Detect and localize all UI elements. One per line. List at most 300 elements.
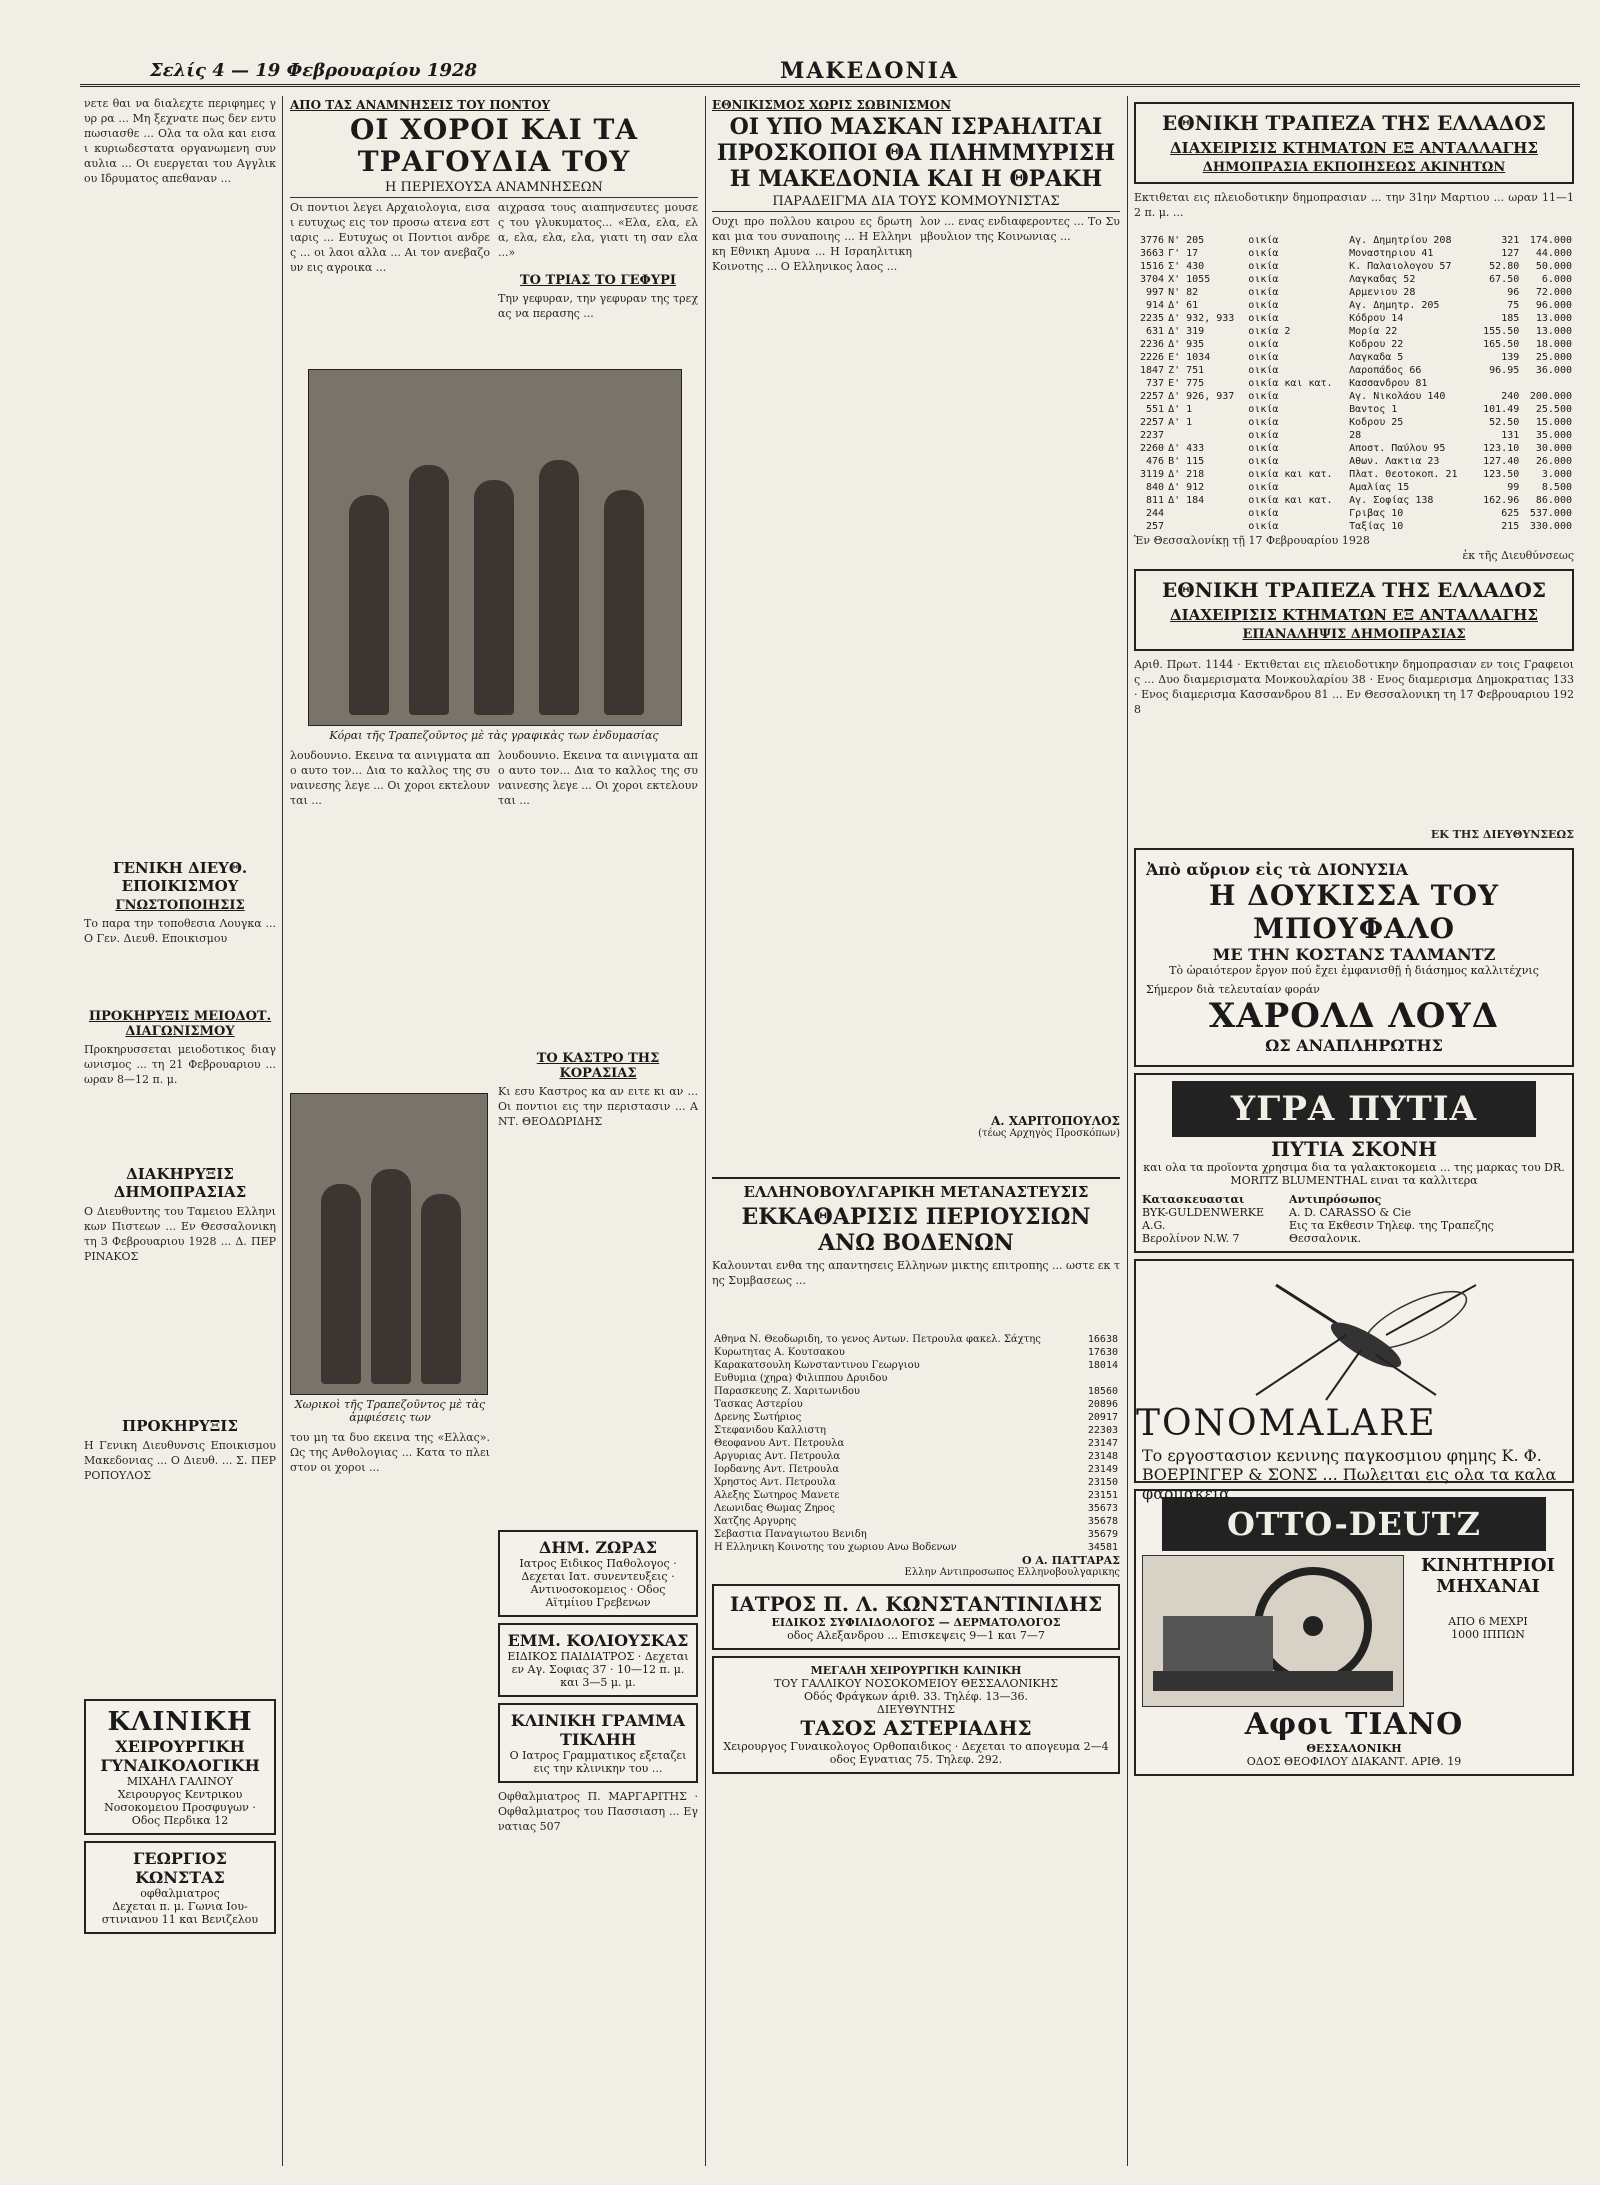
table-cell: Λαγκαδα 5 — [1349, 352, 1404, 363]
mosquito-illustration — [1136, 1265, 1572, 1405]
debtor-file: 20917 — [1087, 1412, 1118, 1423]
doctor-specialty: ΕΙΔΙΚΟΣ ΣΥΦΙΛΙΔΟΛΟΓΟΣ — ΔΕΡΜΑΤΟΛΟΓΟΣ — [771, 1616, 1061, 1629]
debtor-file: 23150 — [1087, 1477, 1118, 1488]
table-cell: 6.000 — [1541, 274, 1572, 285]
table-cell: 96.95 — [1489, 365, 1520, 376]
article-kicker: ΕΘΝΙΚΙΣΜΟΣ ΧΩΡΙΣ ΣΩΒΙΝΙΣΜΟΝ — [712, 98, 952, 112]
table-cell — [1166, 520, 1246, 533]
koliouskas-ad — [498, 1623, 698, 1697]
debtor-file: 34581 — [1087, 1542, 1118, 1553]
table-cell — [1521, 377, 1574, 390]
table-cell: οικία — [1248, 391, 1279, 402]
table-cell: Αγ. Σοφίας 138 — [1349, 495, 1434, 506]
deutz-ad — [1134, 1489, 1574, 1776]
lab-title: ΚΛΙΝΙΚΗ ΓΡΑΜΜΑ ΤΙΚΛΗΗ — [510, 1711, 686, 1749]
bank-notice-2 — [1134, 569, 1574, 651]
table-row — [712, 1528, 1120, 1541]
debtor-name: Ευθυμια (χηρα) Φιλιππου Δρυιδου — [714, 1373, 888, 1384]
table-cell: Δ' 433 — [1168, 443, 1205, 454]
table-cell: 2226 — [1139, 352, 1165, 363]
debtor-file: 22303 — [1087, 1425, 1118, 1436]
table-cell: Κοδρου 25 — [1349, 417, 1404, 428]
table-cell: Δ' 184 — [1168, 495, 1205, 506]
column-4 — [1134, 96, 1578, 2166]
table-cell: 2236 — [1139, 339, 1165, 350]
table-cell: Αγ. Δημητρ. 205 — [1349, 300, 1440, 311]
table-row — [1134, 364, 1574, 377]
table-cell: 257 — [1146, 521, 1165, 532]
table-row — [712, 1424, 1120, 1437]
table-row — [712, 1359, 1120, 1372]
clinic-title: ΚΛΙΝΙΚΗ — [107, 1707, 253, 1737]
table-cell: Ζ' 751 — [1168, 365, 1205, 376]
engine-icon — [1143, 1556, 1403, 1706]
table-cell: Ε' 775 — [1168, 378, 1205, 389]
article-headline: ΟΙ ΥΠΟ ΜΑΣΚΑΝ ΙΣΡΑΗΛΙΤΑΙ ΠΡΟΣΚΟΠΟΙ ΘΑ ΠΛΗΜΜΥΡΙΣΗ Η ΜΑΚΕΔΟΝΙΑ ΚΑΙ Η ΘΡΑΚΗ — [716, 114, 1116, 192]
debtor-file: 18560 — [1087, 1386, 1118, 1397]
debtor-file — [1082, 1372, 1120, 1385]
table-cell: 2260 — [1139, 443, 1165, 454]
table-row — [1134, 468, 1574, 481]
doctor-address: οδος Αλεξανδρου ... Επισκεψεις 9—1 και 7—7 — [787, 1629, 1045, 1642]
table-cell: 200.000 — [1529, 391, 1572, 402]
table-row — [712, 1489, 1120, 1502]
table-cell: 811 — [1146, 495, 1165, 506]
table-row — [1134, 247, 1574, 260]
table-cell: 3663 — [1139, 248, 1165, 259]
table-cell: 99 — [1507, 482, 1520, 493]
table-cell: Χ' 1055 — [1168, 274, 1211, 285]
pytia-ad — [1134, 1073, 1574, 1253]
table-row — [1134, 429, 1574, 442]
article-text: Την γεφυραν, την γεφυραν της τρεχας να περασης ... — [498, 292, 698, 320]
clinic-description: Χειρουργος Γυναικολογος Ορθοπαιδικος · Δεχεται το απογευμα 2—4 οδος Εγνατιας 75. Τηλεφ. 292. — [723, 1740, 1109, 1766]
debtor-file: 35679 — [1087, 1529, 1118, 1540]
liquidation-table — [712, 1333, 1120, 1554]
table-cell: 155.50 — [1483, 326, 1520, 337]
table-cell: 244 — [1146, 508, 1165, 519]
table-cell: Αρμενιου 28 — [1349, 287, 1416, 298]
debtor-file: 23149 — [1087, 1464, 1118, 1475]
debtor-name: Λεωνιδας Θωμας Ζηρος — [714, 1503, 835, 1514]
table-cell: οικία — [1248, 508, 1279, 519]
table-cell: Δ' 935 — [1168, 339, 1205, 350]
table-cell: Σ' 430 — [1168, 261, 1205, 272]
table-cell: Ν' 205 — [1168, 235, 1205, 246]
engine-label: ΚΙΝΗΤΗΡΙΟΙ ΜΗΧΑΝΑΙ — [1421, 1555, 1555, 1597]
table-cell: οικία — [1248, 261, 1279, 272]
article-text: λουδουνιο. Εκεινα τα αινιγματα απο αυτο τον... Δια το καλλος της συναινεσης λεγε ... Οι χοροι εκτελουνται ... — [290, 749, 490, 807]
bank-subtitle-2: ΔΗΜΟΠΡΑΣΙΑ ΕΚΠΟΙΗΣΕΩΣ ΑΚΙΝΗΤΩΝ — [1202, 160, 1506, 175]
table-cell: 1516 — [1139, 261, 1165, 272]
pytia-subtitle: ΠΥΤΙΑ ΣΚΟΝΗ — [1270, 1137, 1437, 1161]
table-cell: Ν' 82 — [1168, 287, 1199, 298]
article-subhead: Η ΠΕΡΙΕΧΟΥΣΑ ΑΝΑΜΝΗΣΕΩΝ — [290, 180, 698, 198]
table-cell: 330.000 — [1529, 521, 1572, 532]
clinic-director-label: ΔΙΕΥΘΥΝΤΗΣ — [876, 1703, 956, 1716]
table-cell: 215 — [1501, 521, 1520, 532]
column-3 — [712, 96, 1120, 2166]
debtor-file: 16638 — [1087, 1334, 1118, 1345]
table-row — [1134, 286, 1574, 299]
table-row — [712, 1515, 1120, 1528]
table-cell: Δ' 932, 933 — [1168, 313, 1235, 324]
table-cell: Αμαλίας 15 — [1349, 482, 1410, 493]
table-cell: 15.000 — [1535, 417, 1572, 428]
actor-role: ΩΣ ΑΝΑΠΛΗΡΩΤΗΣ — [1265, 1036, 1443, 1055]
article-signature-title: (τέως Αρχηγὸς Προσκόπων) — [978, 1128, 1120, 1139]
table-cell: 914 — [1146, 300, 1165, 311]
table-cell: 2237 — [1139, 430, 1165, 441]
table-cell: Δ' 912 — [1168, 482, 1205, 493]
table-cell: οικία — [1248, 404, 1279, 415]
margariti-ad: Οφθαλμιατρος Π. ΜΑΡΓΑΡΙΤΗΣ · Οφθαλμιατρος του Πασσιαση ... Εγνατιας 507 — [498, 1790, 702, 1833]
clinic-subtitle: ΧΕΙΡΟΥΡΓΙΚΗ ΓΥΝΑΙΚΟΛΟΓΙΚΗ — [100, 1737, 260, 1775]
lab-ad — [498, 1703, 698, 1783]
table-row — [1134, 312, 1574, 325]
table-cell: Αθων. Λακτια 23 — [1349, 456, 1440, 467]
table-cell: Βαντος 1 — [1349, 404, 1398, 415]
table-cell: Κασσανδρου 81 — [1349, 378, 1428, 389]
table-cell: 131 — [1501, 430, 1520, 441]
debtor-name: Αργυριας Αντ. Πετρουλα — [714, 1451, 841, 1462]
table-cell: Λαγκαδας 52 — [1349, 274, 1416, 285]
table-cell — [1475, 377, 1521, 390]
table-row — [1134, 299, 1574, 312]
auction-text: Ο Διευθυντης του Ταμειου Ελληνικων Πιστεων ... Εν Θεσσαλονικη τη 3 Φεβρουαριου 1928 ... Δ. ΠΕΡΡΙΝΑΚΟΣ — [84, 1205, 280, 1263]
table-row — [1134, 403, 1574, 416]
engine-range-2: 1000 ΙΠΠΩΝ — [1451, 1628, 1525, 1641]
article-text: Κι εσυ Καστρος κα αν ειτε κι αν ... Οι ποντιοι εις την περιστασιν ... ΑΝΤ. ΘΕΟΔΩΡΙΔΗΣ — [498, 1085, 702, 1128]
newspaper-title: ΜΑΚΕΔΟΝΙΑ — [780, 58, 960, 84]
koliouskas-text: ΕΙΔΙΚΟΣ ΠΑΙΔΙΑΤΡΟΣ · Δεχεται εν Αγ. Σοφιας 37 · 10—12 π. μ. και 3—5 μ. μ. — [507, 1650, 689, 1689]
debtor-name: Τασκας Αστερίου — [714, 1399, 803, 1410]
debtor-name: Στεφανιδου Καλλιστη — [714, 1425, 827, 1436]
maker-label: Κατασκευασται — [1142, 1193, 1245, 1206]
maker-name: BYK-GULDENWERKE A.G. — [1142, 1206, 1264, 1232]
koliouskas-title: ΕΜΜ. ΚΟΛΙΟΥΣΚΑΣ — [507, 1631, 689, 1650]
table-cell: οικία — [1248, 248, 1279, 259]
debtor-file: 23147 — [1087, 1438, 1118, 1449]
article-text: αιχρασα τους αιαπηνσευτες μουσες του γλυκυματος... «Ελα, ελα, ελα, ελα, ελα, ελα, γιατι τη σαν ελα ...» — [498, 201, 702, 259]
table-cell: Δ' 926, 937 — [1168, 391, 1235, 402]
page-date: Σελίς 4 — 19 Φεβρουαρίου 1928 — [150, 60, 478, 81]
table-row — [712, 1346, 1120, 1359]
bank-from: ΕΚ ΤΗΣ ΔΙΕΥΘΥΝΣΕΩΣ — [1430, 828, 1574, 841]
table-cell: Δ' 1 — [1168, 404, 1193, 415]
table-cell — [1166, 507, 1246, 520]
table-cell: 551 — [1146, 404, 1165, 415]
table-cell: οικία — [1248, 235, 1279, 246]
table-cell: Αποστ. Παύλου 95 — [1349, 443, 1446, 454]
table-cell: 1847 — [1139, 365, 1165, 376]
table-cell: Β' 115 — [1168, 456, 1205, 467]
column-2 — [290, 96, 702, 2166]
table-cell: 2257 — [1139, 391, 1165, 402]
table-cell: 3704 — [1139, 274, 1165, 285]
film-description: Τὸ ὡραιότερον ἔργον πού ἔχει ἐμφανισθῇ ἡ διάσημος καλλιτέχνις — [1169, 964, 1539, 977]
table-cell: 3119 — [1139, 469, 1165, 480]
column-rule — [705, 96, 706, 2166]
section-title: ΤΟ ΤΡΙΑΣ ΤΟ ΓΕΦΥΡΙ — [520, 273, 676, 288]
tender-title: ΠΡΟΚΗΡΥΞΙΣ ΜΕΙΟΔΟΤ. ΔΙΑΓΩΝΙΣΜΟΥ — [88, 1009, 272, 1039]
table-row — [1134, 260, 1574, 273]
table-cell: 86.000 — [1535, 495, 1572, 506]
table-cell: Κ. Παλαιολογου 57 — [1349, 261, 1452, 272]
table-cell: 737 — [1146, 378, 1165, 389]
debtor-name: Δρενης Σωτήριος — [714, 1412, 802, 1423]
photo-caption: Χωρικοὶ τῆς Τραπεζοῦντος μὲ τὰς ἀμφιέσεις των — [294, 1398, 486, 1424]
rep-label: Αντιπρόσωπος — [1289, 1193, 1382, 1206]
table-cell: 96.000 — [1535, 300, 1572, 311]
section-text: Καλουνται ενθα της απαντησεις Ελληνων μικτης επιτροπης ... ωστε εκ της Συμβασεως ... — [712, 1259, 1120, 1287]
table-cell: 2235 — [1139, 313, 1165, 324]
notice-subtitle: ΓΝΩΣΤΟΠΟΙΗΣΙΣ — [115, 898, 245, 913]
bank-subtitle: ΔΙΑΧΕΙΡΙΣΙΣ ΚΤΗΜΑΤΩΝ ΕΞ ΑΝΤΑΛΛΑΓΗΣ — [1170, 606, 1538, 624]
table-cell: οικία — [1248, 300, 1279, 311]
debtor-name: Αθηνα Ν. Θεοδωριδη, το γενος Αντων. Πετρουλα φακελ. Σάχτης — [714, 1334, 1041, 1345]
clinic-address: Οδός Φράγκων άριθ. 33. Τηλέφ. 13—36. — [803, 1690, 1029, 1703]
table-cell: 127 — [1501, 248, 1520, 259]
table-cell: 44.000 — [1535, 248, 1572, 259]
table-cell: 123.10 — [1483, 443, 1520, 454]
table-cell: Ε' 1034 — [1168, 352, 1211, 363]
deutz-banner — [1162, 1497, 1546, 1551]
bank-title: ΕΘΝΙΚΗ ΤΡΑΠΕΖΑ ΤΗΣ ΕΛΛΑΔΟΣ — [1162, 111, 1546, 135]
table-cell: οικία — [1248, 274, 1279, 285]
table-cell: οικία — [1248, 430, 1279, 441]
dealer-address: ΟΔΟΣ ΘΕΟΦΙΛΟΥ ΔΙΑΚΑΝΤ. ΑΡΙΘ. 19 — [1246, 1755, 1462, 1768]
table-row — [712, 1385, 1120, 1398]
debtor-file: 23151 — [1087, 1490, 1118, 1501]
clinic-subtitle: ΤΟΥ ΓΑΛΛΙΚΟΥ ΝΟΣΟΚΟΜΕΙΟΥ ΘΕΣΣΑΛΟΝΙΚΗΣ — [773, 1677, 1059, 1690]
clinic-ad — [84, 1699, 276, 1835]
debtor-name: Αλεξης Σωτηρος Μανετε — [714, 1490, 840, 1501]
table-cell: 321 — [1501, 235, 1520, 246]
table-cell: 537.000 — [1529, 508, 1572, 519]
table-cell: οικία και κατ. — [1248, 378, 1333, 389]
zoras-text: Ιατρος Ειδικος Παθολογος · Δεχεται Ιατ. συνεντευξεις · Αντινοσοκομειος · Οδος Αϊτμίιου Γρεβενων — [519, 1557, 677, 1609]
debtor-name: Παρασκευης Ζ. Χαριτωνιδου — [714, 1386, 860, 1397]
table-row — [712, 1372, 1120, 1385]
table-cell: 30.000 — [1535, 443, 1572, 454]
pytia-text: και ολα τα προϊοντα χρησιμα δια τα γαλακτοκομεια ... της μαρκας του DR. MORITZ BLUMENTHAL ειναι τα καλλιτερα — [1143, 1161, 1565, 1187]
article-kicker: ΑΠΟ ΤΑΣ ΑΝΑΜΝΗΣΕΙΣ ΤΟΥ ΠΟΝΤΟΥ — [290, 98, 551, 112]
table-cell: 13.000 — [1535, 326, 1572, 337]
table-cell: Δ' 218 — [1168, 469, 1205, 480]
table-cell: Μορία 22 — [1349, 326, 1398, 337]
table-row — [712, 1476, 1120, 1489]
notice-text: Το παρα την τοποθεσια Λουγκα ... Ο Γεν. Διευθ. Εποικισμου — [84, 917, 280, 945]
asteriadis-ad — [712, 1656, 1120, 1774]
table-cell: 997 — [1146, 287, 1165, 298]
cinema-tonight: Σήμερον διὰ τελευταίαν φοράν — [1146, 983, 1320, 996]
table-cell — [1166, 429, 1246, 442]
table-cell: Γ' 17 — [1168, 248, 1199, 259]
debtor-name: Ιορδανης Αντ. Πετρουλα — [714, 1464, 840, 1475]
table-cell: οικία και κατ. — [1248, 495, 1333, 506]
table-cell: Πλατ. Θεοτοκοπ. 21 — [1349, 469, 1458, 480]
debtor-name: Κυρωτητας Α. Κουτσακου — [714, 1347, 845, 1358]
table-cell: 2257 — [1139, 417, 1165, 428]
zoras-ad — [498, 1530, 698, 1617]
table-cell: 96 — [1507, 287, 1520, 298]
table-cell: οικία — [1248, 456, 1279, 467]
table-row — [712, 1333, 1120, 1346]
table-row — [712, 1502, 1120, 1515]
table-row — [1134, 520, 1574, 533]
table-cell: 75 — [1507, 300, 1520, 311]
auction-title: ΔΙΑΚΗΡΥΞΙΣ ΔΗΜΟΠΡΑΣΙΑΣ — [113, 1165, 247, 1201]
table-cell: οικία — [1248, 313, 1279, 324]
table-cell: 625 — [1501, 508, 1520, 519]
table-cell: οικία — [1248, 521, 1279, 532]
table-cell: οικία — [1248, 339, 1279, 350]
tonomalare-ad — [1134, 1259, 1574, 1503]
pytia-banner — [1172, 1081, 1536, 1137]
debtor-name: Χρηστος Αντ. Πετρουλα — [714, 1477, 836, 1488]
column-rule — [282, 96, 283, 2166]
table-row — [1134, 273, 1574, 286]
debtor-file: 35673 — [1087, 1503, 1118, 1514]
notice-title: ΓΕΝΙΚΗ ΔΙΕΥΘ. ΕΠΟΙΚΙΣΜΟΥ — [112, 859, 248, 895]
table-row — [712, 1463, 1120, 1476]
debtor-file: 35678 — [1087, 1516, 1118, 1527]
article-text: λουδουνιο. Εκεινα τα αινιγματα απο αυτο τον... Δια το καλλος της συναινεσης λεγε ... Οι χοροι εκτελουνται ... — [498, 749, 698, 807]
zoras-title: ΔΗΜ. ΖΩΡΑΣ — [538, 1538, 658, 1557]
bank-title: ΕΘΝΙΚΗ ΤΡΑΠΕΖΑ ΤΗΣ ΕΛΛΑΔΟΣ — [1162, 578, 1546, 602]
photo-caption: Κόραι τῆς Τραπεζοῦντος μὲ τὰς γραφικὰς των ἐνδυμασίας — [329, 729, 659, 742]
dealer-name: Αφοι ΤΙΑΝΟ — [1244, 1707, 1464, 1742]
maker-city: Βερολίνον N.W. 7 — [1142, 1232, 1240, 1245]
table-cell: Δ' 319 — [1168, 326, 1205, 337]
cinema-ad — [1134, 848, 1574, 1067]
table-cell: Δ' 61 — [1168, 300, 1199, 311]
table-cell: 28 — [1349, 430, 1362, 441]
table-cell: 101.49 — [1483, 404, 1520, 415]
table-cell: Γριβας 10 — [1349, 508, 1404, 519]
table-cell: Μοναστηριου 41 — [1349, 248, 1434, 259]
table-cell: Α' 1 — [1168, 417, 1193, 428]
table-cell: 25.000 — [1535, 352, 1572, 363]
table-cell: 127.40 — [1483, 456, 1520, 467]
engine-illustration — [1142, 1555, 1404, 1707]
table-cell: 631 — [1146, 326, 1165, 337]
table-cell: οικία 2 — [1248, 326, 1291, 337]
table-row — [1134, 455, 1574, 468]
table-cell: 35.000 — [1535, 430, 1572, 441]
table-cell: 50.000 — [1535, 261, 1572, 272]
engine-range: ΑΠΟ 6 ΜΕΧΡΙ — [1448, 1615, 1528, 1628]
table-row — [712, 1541, 1120, 1554]
article-text: Οι ποντιοι λεγει Αρχαιολογια, εισαι ευτυχως εις τον προσω ατενα εστιαρις ... Ευτυχως οι Ποντιοι ανδρες ... οι λαοι αλλα ... Αι τον ανεβαζουν εις αγροικα ... — [290, 201, 490, 274]
table-cell: 185 — [1501, 313, 1520, 324]
masthead — [80, 58, 1580, 87]
debtor-name: Σεβαστια Παναγιωτου Βενιδη — [714, 1529, 867, 1540]
konstas-subtitle: οφθαλμιατρος — [140, 1887, 220, 1900]
film-title: Η ΔΟΥΚΙΣΣΑ ΤΟΥ ΜΠΟΥΦΑΛΟ — [1208, 879, 1500, 945]
table-row — [1134, 234, 1574, 247]
debtor-file: 23148 — [1087, 1451, 1118, 1462]
table-cell: 36.000 — [1535, 365, 1572, 376]
table-cell: 8.500 — [1541, 482, 1572, 493]
table-row — [1134, 325, 1574, 338]
bank-date: Ἐν Θεσσαλονίκῃ τῇ 17 Φεβρουαρίου 1928 — [1134, 534, 1370, 547]
tonomalare-text: Το εργοστασιον κενινης παγκοσμιου φημης Κ. Φ. ΒΟΕΡΙΝΓΕΡ & ΣΟΝΣ ... Πωλειται εις ολα τα καλα φαρμακεια — [1142, 1446, 1557, 1503]
table-row — [1134, 507, 1574, 520]
pontic-villagers-photo — [290, 1093, 488, 1395]
table-cell: 18.000 — [1535, 339, 1572, 350]
pytia-title: ΥΓΡΑ ΠΥΤΙΑ — [1230, 1089, 1478, 1129]
debtor-name: Χατζης Αργυρης — [714, 1516, 797, 1527]
article-headline: ΟΙ ΧΟΡΟΙ ΚΑΙ ΤΑ ΤΡΑΓΟΥΔΙΑ ΤΟΥ — [349, 113, 639, 178]
table-row — [1134, 390, 1574, 403]
table-row — [1134, 442, 1574, 455]
table-row — [712, 1411, 1120, 1424]
table-cell: Λαροπάδος 66 — [1349, 365, 1422, 376]
clinic-director-name: ΤΑΣΟΣ ΑΣΤΕΡΙΑΔΗΣ — [800, 1716, 1032, 1740]
debtor-file: 17630 — [1087, 1347, 1118, 1358]
table-cell: οικία — [1248, 443, 1279, 454]
table-cell: 840 — [1146, 482, 1165, 493]
section-title: ΤΟ ΚΑΣΤΡΟ ΤΗΣ ΚΟΡΑΣΙΑΣ — [536, 1051, 660, 1081]
table-cell: 52.80 — [1489, 261, 1520, 272]
table-cell: οικία — [1248, 352, 1279, 363]
table-signature-title: Ελλην Αντιπροσωπος Ελληνοβουλγαρικης — [904, 1567, 1120, 1578]
bank-text: Αριθ. Πρωτ. 1144 · Εκτιθεται εις πλειοδοτικην δημοπρασιαν εν τοις Γραφειοις ... Δυο διαμερισματα Μονκουλαρίου 38 · Ενος διαμερισμα Δημοκρατιας 133 · Ενος διαμερισμα Κασσανδρου 81 ... Εν Θεσσαλονικη τη 17 Φεβρουαριου 1928 — [1134, 658, 1578, 716]
konstas-ad — [84, 1841, 276, 1934]
table-cell: 3776 — [1139, 235, 1165, 246]
konstantinidis-ad — [712, 1584, 1120, 1650]
section-headline: ΕΚΚΑΘΑΡΙΣΙΣ ΠΕΡΙΟΥΣΙΩΝ ΑΝΩ ΒΟΔΕΝΩΝ — [741, 1204, 1091, 1256]
article-text: του μη τα δυο εκεινα της «Ελλας». Ως της Ανθολογιας ... Κατα το πλειστον οι χοροι ... — [290, 1431, 494, 1474]
table-cell: οικία — [1248, 365, 1279, 376]
debtor-file: 20896 — [1087, 1399, 1118, 1410]
bank-from: ἐκ τῆς Διευθύνσεως — [1462, 549, 1574, 562]
table-cell: Κοδρου 22 — [1349, 339, 1404, 350]
debtor-name: Καρακατσουλη Κωνσταντινου Γεωργιου — [714, 1360, 920, 1371]
table-cell: 26.000 — [1535, 456, 1572, 467]
lab-text: Ο Ιατρος Γραμματικος εξεταζει εις την κλινικην του ... — [509, 1749, 687, 1775]
table-cell: οικία — [1248, 287, 1279, 298]
table-cell: 52.50 — [1489, 417, 1520, 428]
table-cell: Ταξίας 10 — [1349, 521, 1404, 532]
table-cell: 165.50 — [1483, 339, 1520, 350]
tonomalare-title: TONOMALARE — [1136, 1403, 1437, 1444]
article-text: λον ... ενας ενδιαφεροντες ... Το Συμβουλιον της Κοινωνιας ... — [920, 215, 1120, 243]
table-row — [712, 1398, 1120, 1411]
table-row — [1134, 481, 1574, 494]
clinic-top: ΜΕΓΑΛΗ ΧΕΙΡΟΥΡΓΙΚΗ ΚΛΙΝΙΚΗ — [810, 1664, 1022, 1677]
debtor-file: 18014 — [1087, 1360, 1118, 1371]
column-rule — [1127, 96, 1128, 2166]
dealer-city: ΘΕΣΣΑΛΟΝΙΚΗ — [1306, 1742, 1402, 1755]
table-cell: 3.000 — [1541, 469, 1572, 480]
table-cell: 162.96 — [1483, 495, 1520, 506]
table-row — [712, 1437, 1120, 1450]
table-cell: οικία — [1248, 417, 1279, 428]
konstas-text: Δεχεται π. μ. Γωνια Ιου- στινιανου 11 και Βενιζελου — [101, 1900, 259, 1926]
deutz-title: OTTO-DEUTZ — [1227, 1505, 1481, 1543]
table-row — [712, 1450, 1120, 1463]
notice-text: Η Γενικη Διευθυνσις Εποικισμου Μακεδονιας ... Ο Διευθ. ... Σ. ΠΕΡΡΟΠΟΥΛΟΣ — [84, 1439, 280, 1482]
debtor-name: Θεοφανου Αντ. Πετρουλα — [714, 1438, 845, 1449]
article-signature: Α. ΧΑΡΙΤΟΠΟΥΛΟΣ — [991, 1114, 1120, 1128]
article-subhead: ΠΑΡΑΔΕΙΓΜΑ ΔΙΑ ΤΟΥΣ ΚΟΜΜΟΥΝΙΣΤΑΣ — [712, 194, 1120, 212]
table-row — [1134, 377, 1574, 390]
tender-text: Προκηρυσσεται μειοδοτικος διαγωνισμος ... τη 21 Φεβρουαριου ... ωραν 8—12 π. μ. — [84, 1043, 280, 1086]
table-row — [1134, 494, 1574, 507]
